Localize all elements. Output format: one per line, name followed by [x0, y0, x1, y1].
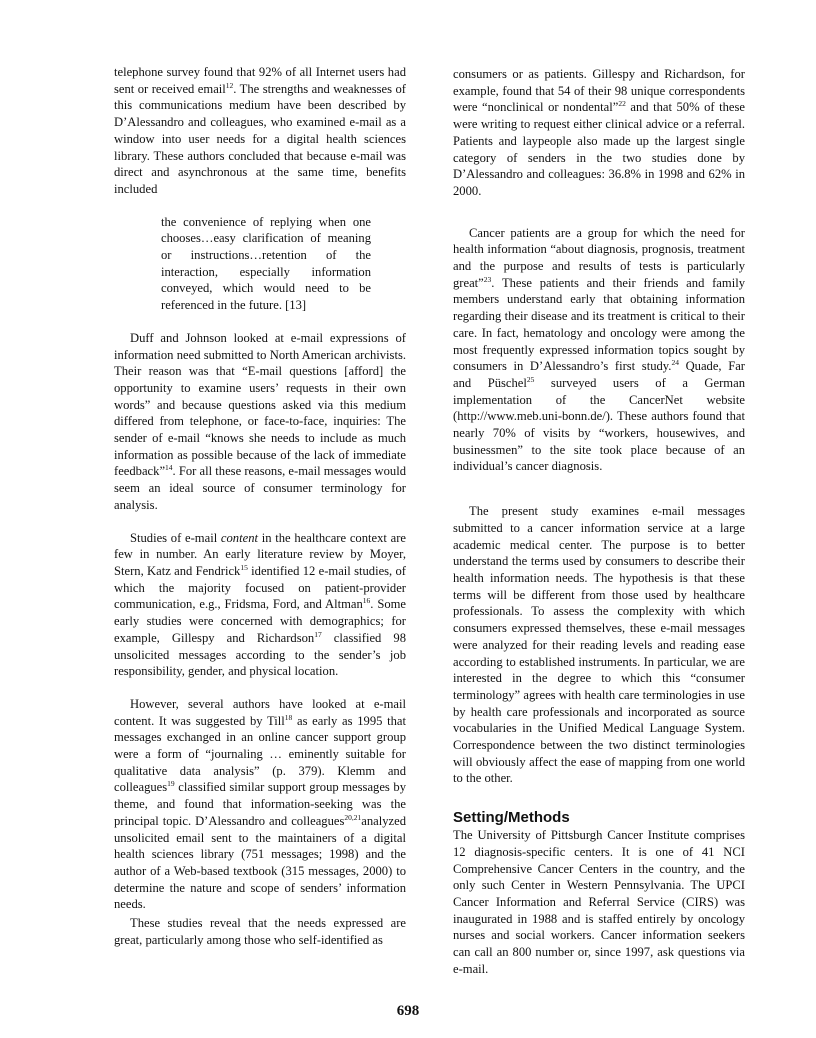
block-quote: the convenience of replying when one chooses…easy clarification of meaning or instructions…retention of the interaction, especially information conveyed, which would need to be referenced in the future. [13]	[161, 214, 371, 313]
citation-20-21: 20,21	[344, 812, 362, 822]
citation-15: 15	[240, 562, 248, 572]
citation-17: 17	[314, 629, 322, 639]
citation-22: 22	[618, 99, 626, 109]
citation-14: 14	[165, 463, 173, 473]
right-paragraph-4: The University of Pittsburgh Cancer Institute comprises 12 diagnosis-specific centers. It is one of 41 NCI Comprehensive Cancer Centers in the country, and the only such Center in Western Pennsylvania. The UPCI Cancer Information and Referral Service (CIRS) was inaugurated in 1988 and is staffed entirely by oncology nurses and social workers. Cancer information seekers can call an 800 number or, since 1997, ask questions via e-mail.	[453, 828, 745, 976]
section-heading: Setting/Methods	[453, 809, 570, 827]
citation-25: 25	[526, 374, 535, 384]
left-paragraph-2: Duff and Johnson looked at e-mail expressions of information need submitted to North American archivists. Their reason was that “E-mail questions [afford] the opportunity to examine users’ requests in their own words” and because questions asked via this medium differed from telephone, or face-to-face, inquiries: The sender of e-mail “knows she needs to include as much information as possible because of the lack of immediate feedback”$^{14}$. For all these reasons, e-mail messages would seem an ideal source of consumer terminology for analysis.	[114, 330, 406, 512]
right-paragraph-2: Cancer patients are a group for which the need for health information “about diagnosis, prognosis, treatment and the purpose and results of tests is particularly great”$^{23}$. These patients and their friends and family members understand early that obtaining information regarding their disease and its treatment is critical to their care. In fact, hematology and oncology were among the most frequently expressed information topics sought by consumers in D’Alessandro’s first study.$^{24}$ Quade, Far and Püschel$^{25}$ surveyed users of a German implementation of the CancerNet website (http://www.meb.uni-bonn.de/). These authors found that nearly 70% of visits by “workers, housewives, and businessmen” to the site took place because of an individual’s cancer diagnosis.	[453, 225, 745, 474]
page-number: 698	[396, 1003, 420, 1019]
citation-23: 23	[483, 274, 492, 284]
right-paragraph-3: The present study examines e-mail messages submitted to a cancer information service at a large academic medical center. The purpose is to better understand the terms used by consumers to describe their health information needs. The hypothesis is that these terms will be different from those used by healthcare professionals. To assess the complexity with which consumers expressed themselves, these e-mail messages were analyzed for their reading levels and reading ease according to established instruments. In particular, we are interested in the degree to which this “consumer terminology” agrees with health care terminologies in use by health care professionals and incorporated as source vocabularies in the Unified Medical Language System. Correspondence between the two distinct terminologies will obviously affect the ease of mapping from one world to the other.	[453, 504, 745, 786]
left-paragraph-5: These studies reveal that the needs expressed are great, particularly among those who self-identified as	[114, 916, 406, 947]
left-paragraph-3: Studies of e-mail content in the healthcare context are few in number. An early literature review by Moyer, Stern, Katz and Fendrick$^{15}$ identified 12 e-mail studies, of which the majority focused on patient-provider communication, e.g., Fridsma, Ford, and Altman$^{16}$. Some early studies were concerned with demographics; for example, Gillespy and Richardson$^{17}$ classified 98 unsolicited messages according to the sender’s job responsibility, gender, and physical location.	[114, 530, 406, 679]
left-paragraph-1: telephone survey found that 92% of all Internet users had sent or received email$^{12}$. The strengths and weaknesses of this communications medium have been described by D’Alessandro and colleagues, who examined e-mail as a window into user needs for a digital health sciences library. These authors concluded that because e-mail was direct and asynchronous at the same time, benefits included	[114, 65, 406, 196]
citation-18: 18	[284, 712, 293, 722]
citation-12: 12	[225, 80, 234, 90]
citation-24: 24	[671, 358, 679, 368]
citation-19: 19	[167, 779, 175, 789]
left-column	[114, 64, 406, 948]
emphasis-content: content	[220, 530, 258, 545]
left-paragraph-4: However, several authors have looked at e-mail content. It was suggested by Till$^{18}$ as early as 1995 that messages exchanged in an online cancer support group were a form of “journaling … eminently suitable for qualitative data analysis” (p. 379). Klemm and colleagues$^{19}$ classified similar support group messages by theme, and found that information-seeking was the principal topic. D’Alessandro and colleagues$^{20,21}$analyzed unsolicited email sent to the maintainers of a digital health sciences library (751 messages; 1998) and the author of a Web-based textbook (315 messages, 2000) to determine the nature and scope of senders’ information needs.	[114, 696, 406, 912]
right-column	[453, 66, 745, 977]
citation-16: 16	[362, 596, 371, 606]
right-paragraph-1: consumers or as patients. Gillespy and Richardson, for example, found that 54 of their 98 unique correspondents were “nonclinical or nondental”$^{22}$ and that 50% of these were writing to request either clinical advice or a referral. Patients and laypeople also made up the largest single category of senders in the two studies done by D’Alessandro and colleagues: 36.8% in 1998 and 62% in 2000.	[453, 67, 745, 198]
